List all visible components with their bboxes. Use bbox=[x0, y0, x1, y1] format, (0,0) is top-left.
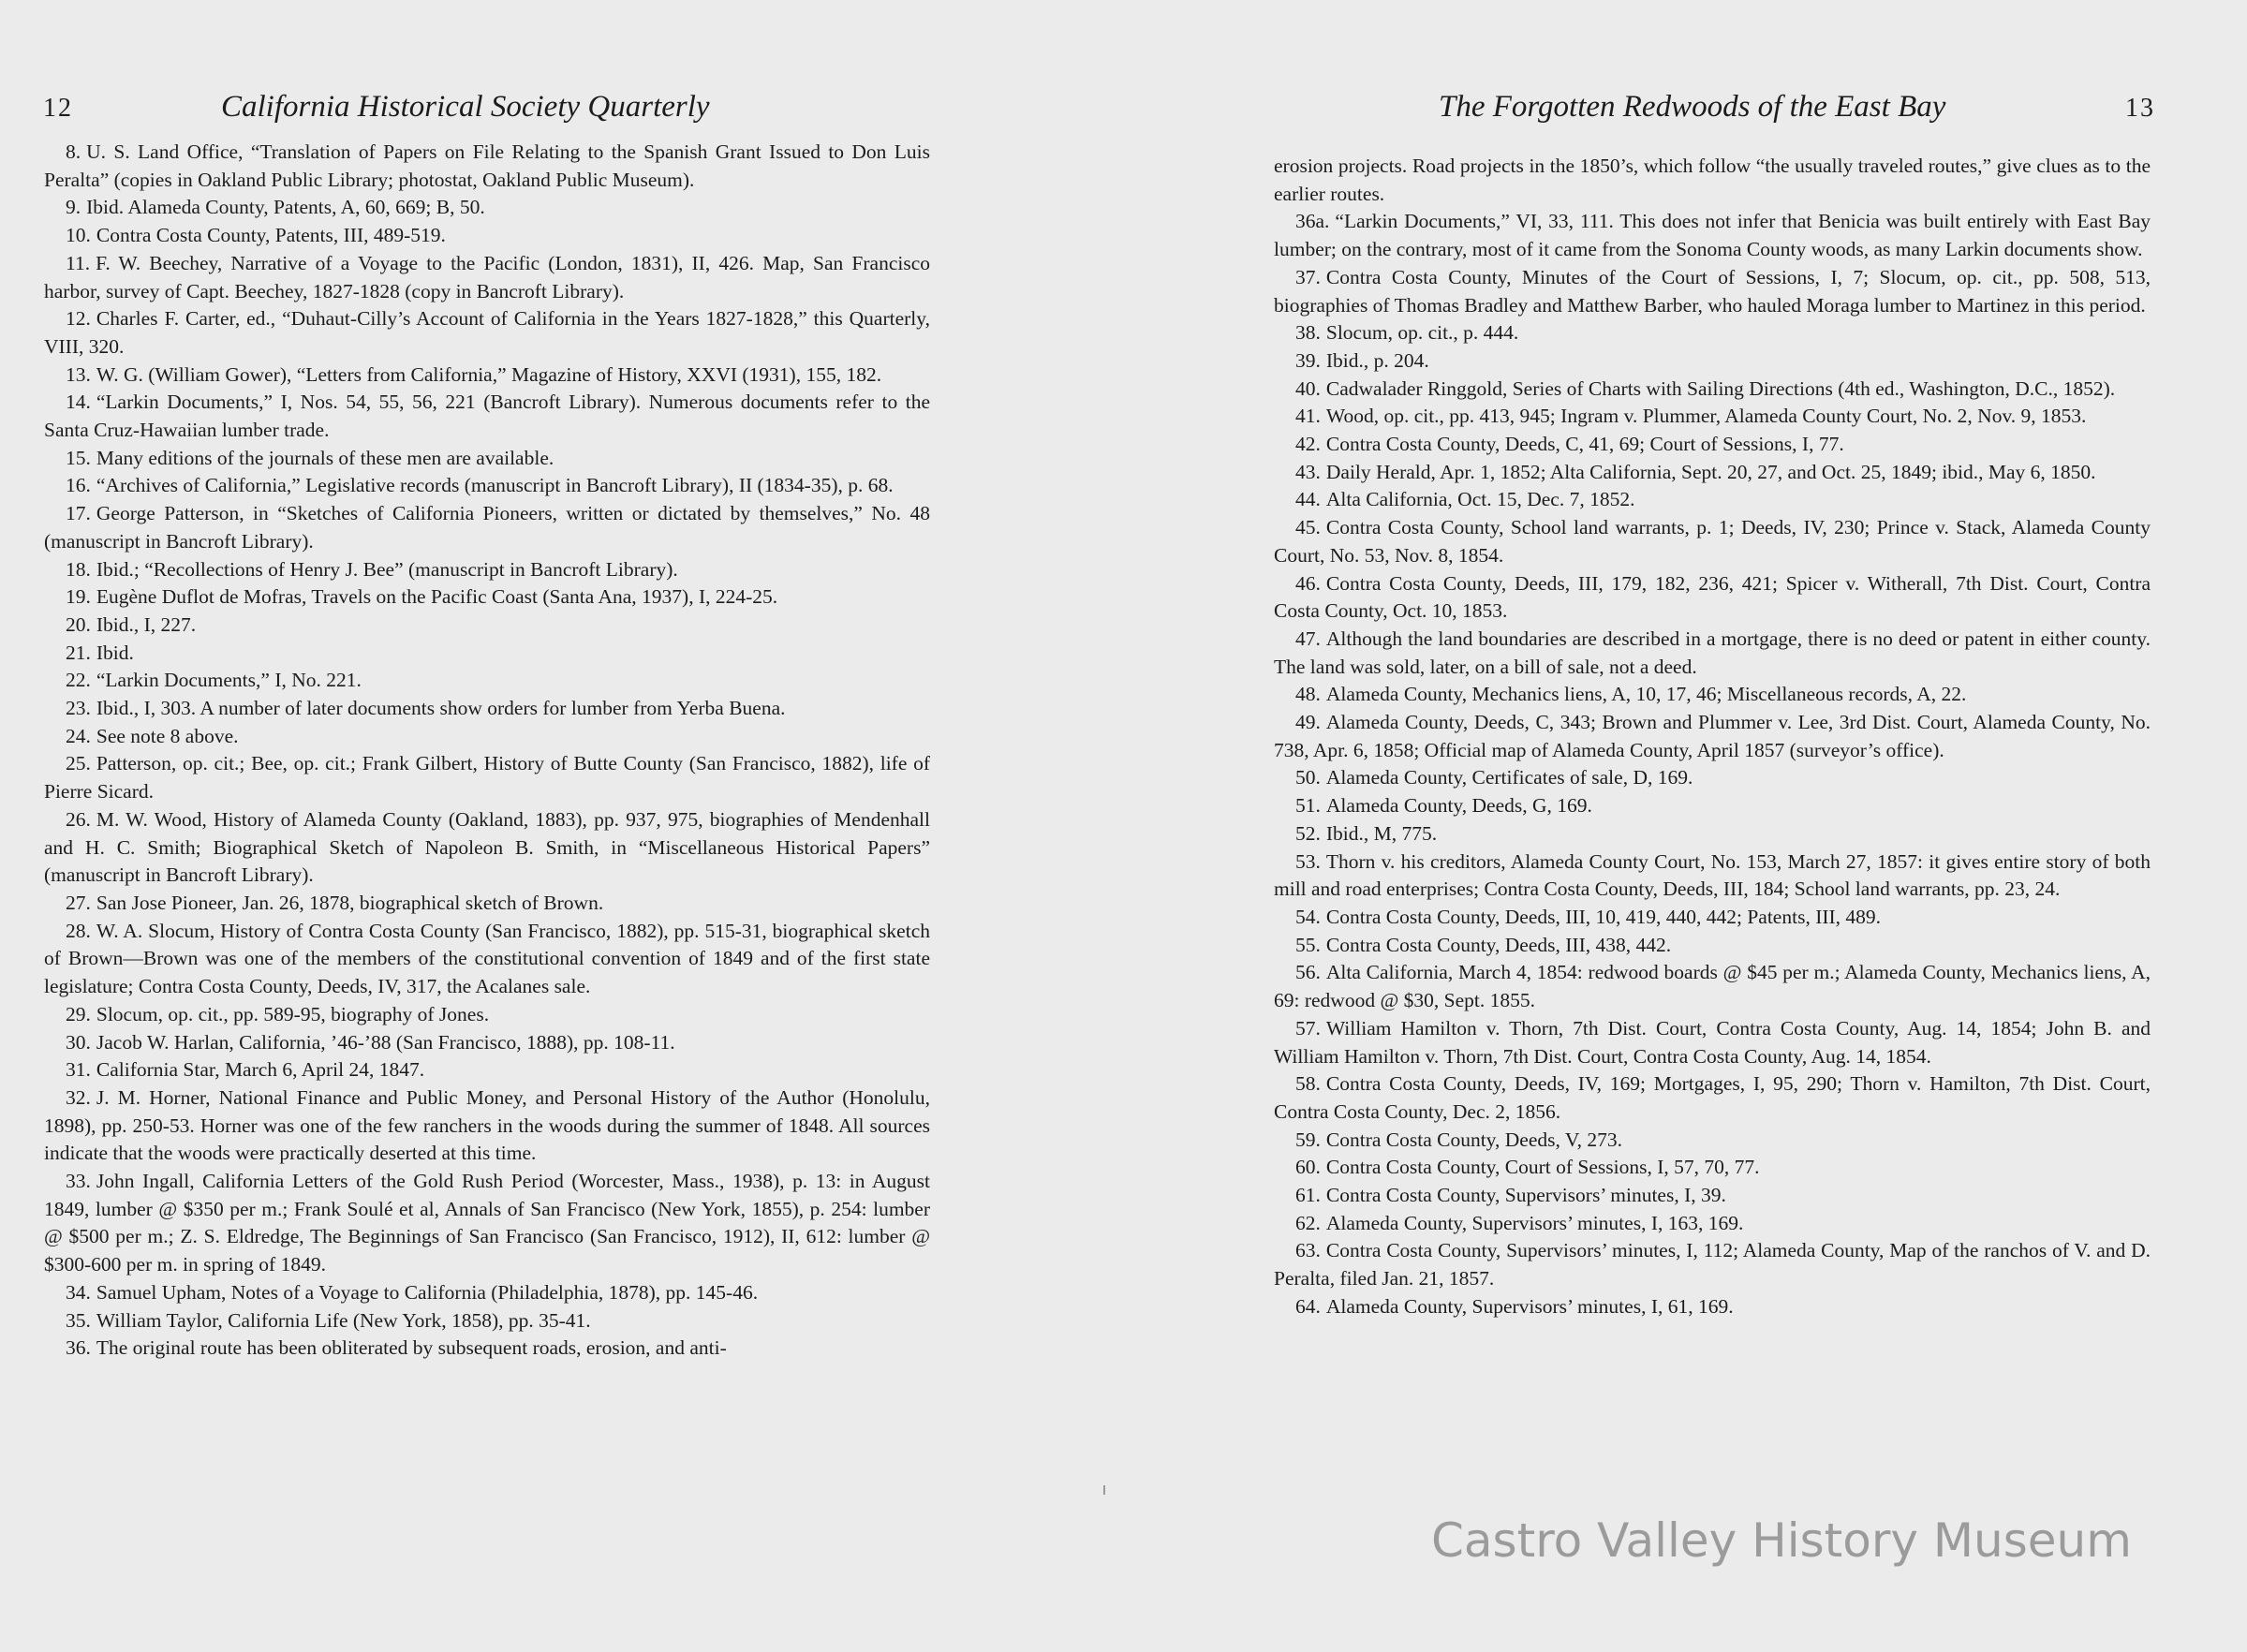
footnote bbox=[1274, 792, 2151, 820]
footnote bbox=[1274, 626, 2151, 681]
footnote bbox=[1274, 570, 2151, 626]
footnote-number: 48. bbox=[1295, 683, 1321, 706]
footnote-text: Contra Costa County, Supervisors’ minutes, I, 39. bbox=[1325, 1184, 1726, 1207]
footnote bbox=[44, 667, 930, 695]
footnote-number: 19. bbox=[66, 585, 91, 609]
footnote-number: 53. bbox=[1295, 849, 1321, 873]
footnote-text: “Larkin Documents,” I, No. 221. bbox=[96, 669, 362, 692]
right-page bbox=[1124, 0, 2247, 1652]
footnote-text: Contra Costa County, Supervisors’ minutes, I, 112; Alameda County, Map of the ranchos of V. and D. Peralta, filed Jan. 21, 1857. bbox=[1274, 1239, 2151, 1291]
footnote-text: Slocum, op. cit., pp. 589-95, biography of Jones. bbox=[96, 1002, 490, 1025]
footnote-number: 55. bbox=[1295, 933, 1321, 956]
footnote-list bbox=[1274, 153, 2151, 1321]
footnote-number: 52. bbox=[1295, 821, 1321, 845]
footnote-number: 62. bbox=[1295, 1211, 1321, 1234]
footnote-text: San Jose Pioneer, Jan. 26, 1878, biographical sketch of Brown. bbox=[96, 891, 604, 914]
footnote-text: Alameda County, Supervisors’ minutes, I, 61, 169. bbox=[1325, 1294, 1734, 1318]
footnote-text: Charles F. Carter, ed., “Duhaut-Cilly’s Account of California in the Years 1827-1828,” this Quarterly, VIII, 320. bbox=[44, 307, 930, 358]
footnote-number: 47. bbox=[1295, 627, 1321, 650]
footnote-text: Ibid., I, 227. bbox=[96, 612, 197, 636]
footnote bbox=[44, 250, 930, 305]
footnote-text: Contra Costa County, School land warrants, p. 1; Deeds, IV, 230; Prince v. Stack, Alameda County Court, No. 53, Nov. 8, 1854. bbox=[1274, 516, 2151, 567]
footnote-text: William Hamilton v. Thorn, 7th Dist. Court, Contra Costa County, Aug. 14, 1854; John B. and William Hamilton v. Thorn, 7th Dist. Court, Contra Costa County, Aug. 14, 1854. bbox=[1274, 1016, 2151, 1068]
footnote-number: 13. bbox=[66, 362, 91, 386]
footnote-text: Slocum, op. cit., p. 444. bbox=[1325, 321, 1519, 345]
footnote-number: 28. bbox=[66, 919, 91, 942]
footnote-number: 20. bbox=[66, 612, 91, 636]
footnote-number: 33. bbox=[66, 1170, 91, 1193]
footnote-number: 59. bbox=[1295, 1128, 1321, 1151]
footnote-number: 31. bbox=[66, 1058, 91, 1082]
footnote bbox=[44, 1307, 930, 1335]
footnote-number: 12. bbox=[66, 307, 91, 331]
footnote-text: Contra Costa County, Court of Sessions, I, 57, 70, 77. bbox=[1325, 1156, 1760, 1179]
footnote bbox=[44, 472, 930, 500]
footnote bbox=[1274, 1015, 2151, 1070]
footnote bbox=[1274, 959, 2151, 1014]
footnote-text: Ibid., p. 204. bbox=[1325, 348, 1429, 372]
footnote bbox=[1274, 820, 2151, 848]
footnote bbox=[44, 890, 930, 918]
footnote bbox=[1274, 1070, 2151, 1126]
footnote-text: Ibid. Alameda County, Patents, A, 60, 669; B, 50. bbox=[86, 196, 485, 219]
footnote-text: Contra Costa County, Deeds, III, 10, 419, 440, 442; Patents, III, 489. bbox=[1325, 905, 1882, 928]
footnote bbox=[44, 305, 930, 361]
footnote-text: California Star, March 6, April 24, 1847. bbox=[96, 1058, 425, 1082]
footnote-text: Ibid., M, 775. bbox=[1325, 821, 1438, 845]
footnote-number: 60. bbox=[1295, 1156, 1321, 1179]
page-number: 13 bbox=[2125, 94, 2155, 123]
footnote bbox=[1274, 403, 2151, 431]
footnote-text: Daily Herald, Apr. 1, 1852; Alta California, Sept. 20, 27, and Oct. 25, 1849; ibid., May 6, 1850. bbox=[1325, 460, 2096, 483]
footnote-text: Alameda County, Mechanics liens, A, 10, 17, 46; Miscellaneous records, A, 22. bbox=[1325, 683, 1967, 706]
footnote-number: 38. bbox=[1295, 321, 1321, 345]
footnote bbox=[1274, 264, 2151, 319]
footnote bbox=[44, 389, 930, 444]
footnote bbox=[44, 583, 930, 612]
footnote-text: Alta California, Oct. 15, Dec. 7, 1852. bbox=[1325, 488, 1635, 511]
footnote-text: Although the land boundaries are described in a mortgage, there is no deed or patent in either county. The land was sold, later, on a bill of sale, not a deed. bbox=[1274, 627, 2151, 678]
footnote-text: Alta California, March 4, 1854: redwood boards @ $45 per m.; Alameda County, Mechanics liens, A, 69: redwood @ $30, Sept. 1855. bbox=[1274, 961, 2151, 1012]
footnote-number: 63. bbox=[1295, 1239, 1321, 1262]
footnote-number: 22. bbox=[66, 669, 91, 692]
footnote-text: The original route has been obliterated by subsequent roads, erosion, and anti- bbox=[96, 1336, 727, 1360]
footnote bbox=[44, 361, 930, 390]
footnote-number: 54. bbox=[1295, 905, 1321, 928]
footnote-number: 11. bbox=[66, 251, 91, 274]
footnote-number: 64. bbox=[1295, 1294, 1321, 1318]
footnote bbox=[1274, 681, 2151, 709]
footnote bbox=[1274, 208, 2151, 263]
footnote-number: 17. bbox=[66, 502, 91, 525]
footnote-number: 61. bbox=[1295, 1184, 1321, 1207]
footnote-text: U. S. Land Office, “Translation of Papers on File Relating to the Spanish Grant Issued to Don Luis Peralta” (copies in Oakland Public Library; photostat, Oakland Public Museum). bbox=[44, 140, 930, 191]
footnote bbox=[1274, 319, 2151, 347]
footnote-text: J. M. Horner, National Finance and Public Money, and Personal History of the Author (Honolulu, 1898), pp. 250-53. Horner was one of the few ranchers in the woods during the summer of 1848. All sources indicate that the woods were practically deserted at this time. bbox=[44, 1085, 930, 1165]
footnote-number: 42. bbox=[1295, 433, 1321, 456]
footnote-number: 34. bbox=[66, 1280, 91, 1304]
footnote-text: Cadwalader Ringgold, Series of Charts with Sailing Directions (4th ed., Washington, D.C., 1852). bbox=[1325, 376, 2116, 400]
footnote bbox=[44, 1335, 930, 1363]
footnote bbox=[1274, 709, 2151, 764]
footnote-number: 26. bbox=[66, 807, 91, 831]
footnote bbox=[44, 222, 930, 250]
footnote bbox=[44, 445, 930, 473]
footnote-text: Ibid. bbox=[96, 641, 134, 664]
footnote-text: Patterson, op. cit.; Bee, op. cit.; Frank Gilbert, History of Butte County (San Francisco, 1882), life of Pierre Sicard. bbox=[44, 752, 930, 804]
footnote-number: 10. bbox=[66, 224, 91, 247]
footnote-number: 41. bbox=[1295, 405, 1321, 428]
gutter-mark bbox=[1103, 1485, 1105, 1495]
footnote bbox=[44, 194, 930, 222]
footnote-text: “Larkin Documents,” VI, 33, 111. This does not infer that Benicia was built entirely with East Bay lumber; on the contrary, most of it came from the Sonoma County woods, as many Larkin documents show. bbox=[1274, 210, 2151, 261]
footnote bbox=[44, 1056, 930, 1084]
footnote bbox=[44, 1168, 930, 1279]
footnote-text: Contra Costa County, Minutes of the Court of Sessions, I, 7; Slocum, op. cit., pp. 508, 513, biographies of Thomas Bradley and Matthew Barber, who hauled Moraga lumber to Martinez in this period. bbox=[1274, 265, 2151, 317]
footnote bbox=[1274, 1237, 2151, 1292]
footnote-continuation: erosion projects. Road projects in the 1850’s, which follow “the usually traveled routes,” give clues as to the earlier routes. bbox=[1274, 155, 2151, 205]
footnote-text: Ibid., I, 303. A number of later documents show orders for lumber from Yerba Buena. bbox=[96, 697, 786, 720]
footnote bbox=[44, 640, 930, 668]
footnote-number: 29. bbox=[66, 1002, 91, 1025]
footnote-text: Jacob W. Harlan, California, ’46-’88 (San Francisco, 1888), pp. 108-11. bbox=[96, 1030, 675, 1054]
footnote-text: F. W. Beechey, Narrative of a Voyage to the Pacific (London, 1831), II, 426. Map, San Francisco harbor, survey of Capt. Beechey, 1827-1828 (copy in Bancroft Library). bbox=[44, 251, 930, 302]
footnote bbox=[1274, 514, 2151, 569]
footnote-text: Contra Costa County, Deeds, V, 273. bbox=[1325, 1128, 1623, 1151]
footnote-text: Samuel Upham, Notes of a Voyage to California (Philadelphia, 1878), pp. 145-46. bbox=[96, 1280, 759, 1304]
footnote-text: Ibid.; “Recollections of Henry J. Bee” (manuscript in Bancroft Library). bbox=[96, 557, 678, 581]
footnote-number: 15. bbox=[66, 446, 91, 469]
footnote-number: 56. bbox=[1295, 961, 1321, 984]
footnote-text: Wood, op. cit., pp. 413, 945; Ingram v. Plummer, Alameda County Court, No. 2, Nov. 9, 1853. bbox=[1325, 405, 2087, 428]
footnote-number: 21. bbox=[66, 641, 91, 664]
footnote bbox=[44, 139, 930, 194]
footnote-number: 30. bbox=[66, 1030, 91, 1054]
footnote-number: 51. bbox=[1295, 794, 1321, 818]
footnote-number: 58. bbox=[1295, 1072, 1321, 1096]
footnote bbox=[1274, 1293, 2151, 1321]
page-number: 12 bbox=[43, 94, 73, 123]
footnote-number: 43. bbox=[1295, 460, 1321, 483]
footnote bbox=[1274, 1127, 2151, 1155]
footnote-number: 40. bbox=[1295, 376, 1321, 400]
running-title: California Historical Society Quarterly bbox=[221, 90, 710, 124]
footnote bbox=[1274, 904, 2151, 932]
footnote bbox=[44, 556, 930, 584]
footnote-number: 57. bbox=[1295, 1016, 1321, 1040]
watermark-text: Castro Valley History Museum bbox=[1431, 1513, 2132, 1568]
footnote-number: 14. bbox=[66, 391, 91, 414]
running-title: The Forgotten Redwoods of the East Bay bbox=[1439, 90, 1946, 124]
footnote-text: M. W. Wood, History of Alameda County (Oakland, 1883), pp. 937, 975, biographies of Mendenhall and H. C. Smith; Biographical Sketch of Napoleon B. Smith, in “Miscellaneous Historical Papers” (manuscript in Bancroft Library). bbox=[44, 807, 930, 887]
footnote-number: 16. bbox=[66, 474, 91, 497]
footnote-text: Alameda County, Supervisors’ minutes, I, 163, 169. bbox=[1325, 1211, 1744, 1234]
footnote-number: 25. bbox=[66, 752, 91, 775]
footnote-text: William Taylor, California Life (New York, 1858), pp. 35-41. bbox=[96, 1308, 591, 1332]
footnote bbox=[44, 1001, 930, 1029]
footnote bbox=[44, 806, 930, 890]
footnote-text: Alameda County, Deeds, G, 169. bbox=[1325, 794, 1592, 818]
footnote-number: 24. bbox=[66, 724, 91, 747]
footnote bbox=[1274, 1154, 2151, 1182]
footnote bbox=[1274, 848, 2151, 904]
footnote-text: Eugène Duflot de Mofras, Travels on the Pacific Coast (Santa Ana, 1937), I, 224-25. bbox=[96, 585, 778, 609]
footnote bbox=[44, 1279, 930, 1307]
footnote bbox=[1274, 764, 2151, 792]
footnote-text: Contra Costa County, Deeds, IV, 169; Mortgages, I, 95, 290; Thorn v. Hamilton, 7th Dist. Court, Contra Costa County, Dec. 2, 1856. bbox=[1274, 1072, 2151, 1123]
footnote bbox=[44, 750, 930, 805]
footnote-number: 50. bbox=[1295, 766, 1321, 789]
footnote-text: Contra Costa County, Deeds, C, 41, 69; Court of Sessions, I, 77. bbox=[1325, 433, 1844, 456]
footnote-text: Contra Costa County, Patents, III, 489-519. bbox=[96, 224, 446, 247]
footnote-number: 18. bbox=[66, 557, 91, 581]
footnote-number: 37. bbox=[1295, 265, 1321, 288]
footnote-number: 49. bbox=[1295, 711, 1321, 734]
footnote-number: 36. bbox=[66, 1336, 91, 1360]
footnote-text: George Patterson, in “Sketches of California Pioneers, written or dictated by themselves,” No. 48 (manuscript in Bancroft Library). bbox=[44, 502, 930, 553]
footnote-text: John Ingall, California Letters of the Gold Rush Period (Worcester, Mass., 1938), p. 13: in August 1849, lumber @ $350 per m.; Frank Soulé et al, Annals of San Francisco (New York, 1855), p. 254: lumber @ $500 per m.; Z. S. Eldredge, The Beginnings of San Francisco (San Francisco, 1912), II, 612: lumber @ $300-600 per m. in spring of 1849. bbox=[44, 1170, 930, 1276]
footnote-number: 39. bbox=[1295, 348, 1321, 372]
footnote-number: 9. bbox=[66, 196, 81, 219]
footnote bbox=[1274, 486, 2151, 514]
footnote-number: 35. bbox=[66, 1308, 91, 1332]
left-page bbox=[0, 0, 1105, 1652]
footnote-number: 32. bbox=[66, 1085, 91, 1109]
footnote-number: 45. bbox=[1295, 516, 1321, 539]
footnote bbox=[1274, 459, 2151, 487]
footnote-text: W. A. Slocum, History of Contra Costa County (San Francisco, 1882), pp. 515-31, biographical sketch of Brown—Brown was one of the members of the constitutional convention of 1849 and of the first state legislature; Contra Costa County, Deeds, IV, 317, the Acalanes sale. bbox=[44, 919, 930, 998]
footnote-text: W. G. (William Gower), “Letters from California,” Magazine of History, XXVI (1931), 155, 182. bbox=[96, 362, 882, 386]
footnote-text: “Archives of California,” Legislative records (manuscript in Bancroft Library), II (1834-35), p. 68. bbox=[96, 474, 894, 497]
footnote bbox=[44, 723, 930, 751]
footnote bbox=[1274, 431, 2151, 459]
footnote-number: 36a. bbox=[1295, 210, 1330, 233]
footnote-text: “Larkin Documents,” I, Nos. 54, 55, 56, 221 (Bancroft Library). Numerous documents refer to the Santa Cruz-Hawaiian lumber trade. bbox=[44, 391, 930, 442]
footnote-number: 46. bbox=[1295, 571, 1321, 595]
footnote-text: See note 8 above. bbox=[96, 724, 239, 747]
footnote-text: Alameda County, Certificates of sale, D, 169. bbox=[1325, 766, 1693, 789]
footnote-text: Contra Costa County, Deeds, III, 179, 182, 236, 421; Spicer v. Witherall, 7th Dist. Court, Contra Costa County, Oct. 10, 1853. bbox=[1274, 571, 2151, 623]
footnote-list bbox=[44, 139, 930, 1363]
footnote-number: 8. bbox=[66, 140, 81, 163]
footnote-text: Contra Costa County, Deeds, III, 438, 442. bbox=[1325, 933, 1672, 956]
footnote bbox=[44, 695, 930, 723]
footnote-text: Many editions of the journals of these men are available. bbox=[96, 446, 554, 469]
footnote-number: 27. bbox=[66, 891, 91, 914]
footnote bbox=[1274, 1210, 2151, 1238]
footnote bbox=[1274, 1182, 2151, 1210]
footnote-text: Alameda County, Deeds, C, 343; Brown and Plummer v. Lee, 3rd Dist. Court, Alameda County, No. 738, Apr. 6, 1858; Official map of Alameda County, April 1857 (surveyor’s office). bbox=[1274, 711, 2151, 761]
footnote bbox=[44, 500, 930, 555]
footnote bbox=[44, 612, 930, 640]
footnote-text: Thorn v. his creditors, Alameda County Court, No. 153, March 27, 1857: it gives entire story of both mill and road enterprises; Contra Costa County, Deeds, III, 184; School land warrants, pp. 23, 24. bbox=[1274, 849, 2151, 901]
footnote bbox=[1274, 932, 2151, 960]
footnote bbox=[1274, 376, 2151, 404]
footnote bbox=[44, 918, 930, 1001]
footnote bbox=[44, 1084, 930, 1168]
footnote bbox=[1274, 347, 2151, 376]
footnote-number: 44. bbox=[1295, 488, 1321, 511]
footnote-number: 23. bbox=[66, 697, 91, 720]
footnote bbox=[44, 1029, 930, 1057]
